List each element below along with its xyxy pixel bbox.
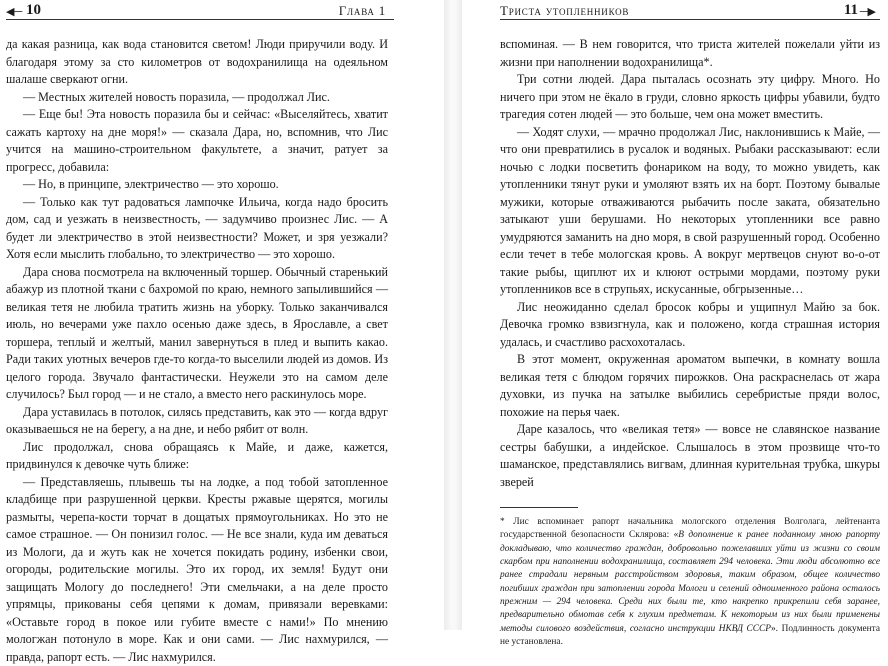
paragraph: Даре казалось, что «великая тетя» — вовсе не славянское название сестры бабушки, а индейское. Слышалось в этом прозвище что-то шаманское, представлялись вигвам, длинная курительная трубка, шкуры зверей	[500, 421, 880, 491]
paragraph: Лис продолжал, снова обращаясь к Майе, и даже, кажется, придвинулся к девочке чуть ближе:	[6, 439, 388, 474]
header-rule	[500, 19, 880, 20]
paragraph: — Еще бы! Эта новость поразила бы и сейчас: «Выселяйтесь, хватит сажать картоху на дне моря!» — сказала Дара, но, вспомнив, что Лис учится на машино-строительном факультете, а значит, ратует за прогресс, добавила:	[6, 106, 388, 176]
footnote-lead: * Лис вспоминает рапорт начальника мологского отделения Волголага, лейтенанта государственной безопасности Склярова: «	[500, 517, 880, 540]
ornament-arrow-icon: ◀─	[6, 5, 22, 18]
paragraph: — Но, в принципе, электричество — это хорошо.	[6, 176, 388, 194]
paragraph: — Представляешь, плывешь ты на лодке, а под тобой затопленное кладбище при разрушенной церкви. Кресты ржавые щерятся, могилы размыты, черепа-кости торчат в дощатых прямоугольниках. Но это не самое страшное. — Он понизил голос. — Не все знали, куда им деваться из Мологи, да и жуть как не хочется покидать родину, избенки свои, огороды, родительские могилы. Это их город, их земля! Будут они защищать Мологу до последнего! Эти смельчаки, а на деле просто упрямцы, прикованы себя цепями к домам, привязали веревками: «Оставьте город в покое или губите вместе с нами!» По мнению мологжан потонуло в море. Как и они сами. — Лис нахмурился, — правда, рапорт есть. — Лис нахмурился.	[6, 474, 388, 666]
header-rule	[6, 19, 394, 20]
left-running-head	[6, 2, 444, 26]
book-gutter	[444, 0, 462, 630]
right-page	[462, 0, 888, 630]
right-running-head	[500, 2, 880, 26]
paragraph: — Местных жителей новость поразила, — продолжал Лис.	[6, 89, 388, 107]
paragraph: да какая разница, как вода становится светом! Люди приручили воду. И благодаря этому за сто километров от водохранилища на одеяльном шалаше сверкают огни.	[6, 36, 388, 89]
paragraph: Дара уставилась в потолок, силясь представить, как это — когда вдруг оказываешься не на берегу, а на дне, и небо рябит от волн.	[6, 404, 388, 439]
paragraph: — Ходят слухи, — мрачно продолжал Лис, наклонившись к Майе, — что они превратились в русалок и водяных. Рыбаки рассказывают: если ночью с лодки посветить фонариком на воду, то можно увидеть, как утопленники тянут руки и умоляют взять их на борт. Поэтому бывалые мужики, которые отваживаются рыбачить после заката, обязательно затыкают уши берушами. Но некоторых утопленники все равно умудряются заманить на дно моря, в свой разрушенный город. Особенно если течет в тебе мологская кровь. А вокруг мертвецов снуют во-о-от такие рыбы, щиплют их и клюют острыми мордами, поэтому руки утопленников все в струпьях, искусанные, обгрызенные…	[500, 124, 880, 299]
footnote	[500, 516, 880, 649]
left-body-text	[6, 36, 388, 666]
paragraph: Дара снова посмотрела на включенный торшер. Обычный старенький абажур из плотной ткани с бахромой по краю, немного запылившийся — великая тетя не любила тратить жизнь на уборку. Только заканчивался июль, но вечерами уже пахло осенью даже здесь, в Ярославле, а свет торшера, теплый и желтый, манил завернуться в плед и выпить какао. Ради таких уютных вечеров где-то когда-то выселили людей из домов. Из целого города. Звучало фантастически. Неужели это на самом деле случилось? Был город — и не стало, а вместо него раскинулось море.	[6, 264, 388, 404]
left-page	[0, 0, 444, 630]
paragraph: Три сотни людей. Дара пыталась осознать эту цифру. Много. Но ничего при этом не ёкало в груди, словно яркость цифры убавили, будто трагедия сотен людей — это больше, чем она может вместить.	[500, 71, 880, 124]
footnote-rule	[500, 507, 578, 508]
paragraph: — Только как тут радоваться лампочке Ильича, когда надо бросить дом, сад и уезжать в неизвестность, — задумчиво произнес Лис. — А будет ли электричество в этой неизвестности? Может, и зря уезжали? Хотя если мыслить глобально, то электричество — это хорошо.	[6, 194, 388, 264]
chapter-header: Триста утопленников	[500, 3, 629, 19]
right-body-text	[500, 36, 880, 491]
footnote-tail: ». Подлинность документа не установлена.	[500, 624, 880, 647]
ornament-arrow-icon: ─▶	[860, 5, 876, 18]
footnote-quote: В дополнение к ранее поданному мною рапорту докладываю, что количество граждан, добровольно пожелавших уйти из жизни со своим скарбом при наполнении водохранилища, составляет 294 человека. Эти люди абсолютно все ранее страдали нервным расстройством здоровья, таким образом, общее количество погибших граждан при затоплении города Мологи и селений одноименного района осталось прежним — 294 человека. Среди них были те, кто накрепко прикрепили себя заранее, предварительно обмотав себя к глухим предметам. К некоторым из них были применены методы силового воздействия, согласно инструкции НКВД СССР	[500, 530, 880, 633]
paragraph: вспоминая. — В нем говорится, что триста жителей пожелали уйти из жизни при наполнении водохранилища*.	[500, 36, 880, 71]
chapter-header: Глава 1	[339, 3, 386, 19]
page-number: 10	[26, 2, 41, 19]
page-number: 11	[844, 2, 858, 19]
paragraph: В этот момент, окруженная ароматом выпечки, в комнату вошла великая тетя с блюдом горячих пирожков. Она раскраснелась от жара духовки, из пучка на затылке выбились серебристые пряди волос, похожие на перья чаек.	[500, 351, 880, 421]
paragraph: Лис неожиданно сделал бросок кобры и ущипнул Майю за бок. Девочка громко взвизгнула, как и положено, когда страшная история удалась, и счастливо расхохоталась.	[500, 299, 880, 352]
